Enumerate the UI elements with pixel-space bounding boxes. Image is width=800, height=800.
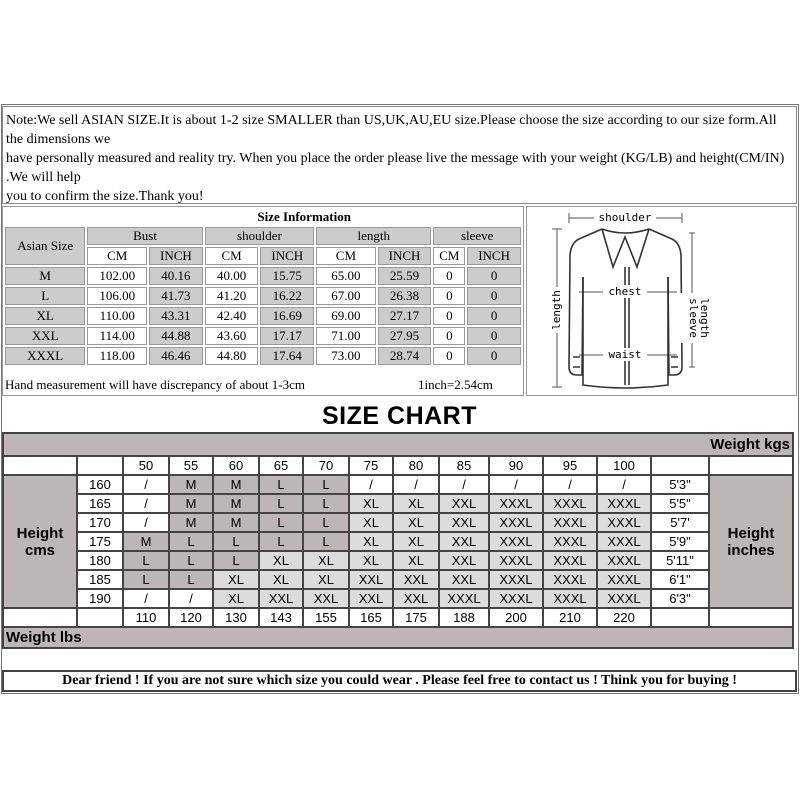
size-cell: /: [349, 475, 393, 494]
size-cell: XXXL: [489, 589, 543, 608]
size-cell: L: [259, 475, 303, 494]
unit-header: CM: [205, 247, 259, 265]
lbs-value: 165: [349, 608, 393, 627]
size-cell: XXXL: [597, 570, 651, 589]
size-chart: [2, 432, 794, 649]
size-cell: XXXL: [597, 589, 651, 608]
size-cell: XXXL: [543, 494, 597, 513]
group-header-length: length: [316, 227, 431, 245]
size-cell: XXXL: [489, 570, 543, 589]
unit-header: INCH: [467, 247, 521, 265]
size-cell: XXL: [393, 589, 439, 608]
height-row: [3, 532, 793, 551]
size-info-cell: 106.00: [87, 287, 147, 305]
height-inch-value: 6'1": [651, 570, 709, 589]
size-info-cell: 28.74: [378, 347, 432, 365]
size-cell: XL: [213, 570, 259, 589]
height-inches-label-line2: inches: [727, 541, 775, 559]
height-inches-label-line1: Height: [727, 524, 775, 542]
lbs-value: 120: [169, 608, 213, 627]
size-cell: XXXL: [597, 532, 651, 551]
weight-kgs-header: Weight kgs: [3, 433, 793, 456]
size-info-cell: 0: [467, 287, 521, 305]
sleeve-length-label: length: [698, 298, 711, 338]
size-label: L: [5, 287, 85, 305]
size-cell: L: [303, 513, 349, 532]
note-line-1: Note:We sell ASIAN SIZE.It is about 1-2 size SMALLER than US,UK,AU,EU size.Please choose the size according to our size form.All the dimensions we: [6, 113, 777, 147]
blank-cell: [3, 456, 77, 475]
size-info-cell: 0: [433, 287, 465, 305]
shirt-illustration: [527, 207, 796, 395]
height-row: [3, 551, 793, 570]
size-cell: XXXL: [543, 551, 597, 570]
size-chart-title: SIZE CHART: [322, 402, 477, 430]
size-info-cell: 0: [467, 327, 521, 345]
size-cell: M: [213, 513, 259, 532]
height-inch-value: 5'11": [651, 551, 709, 570]
size-cell: XL: [303, 551, 349, 570]
size-note: [2, 106, 797, 204]
size-info-cell: 16.69: [260, 307, 314, 325]
size-info-cell: 102.00: [87, 267, 147, 285]
size-cell: XXXL: [543, 570, 597, 589]
kg-value: 55: [169, 456, 213, 475]
blank-cell: [651, 456, 709, 475]
lbs-value: 210: [543, 608, 597, 627]
blank-cell: [709, 608, 793, 627]
kg-value: 80: [393, 456, 439, 475]
lbs-value: 220: [597, 608, 651, 627]
lbs-value: 175: [393, 608, 439, 627]
size-info-cell: 41.20: [205, 287, 259, 305]
size-cell: XXL: [303, 589, 349, 608]
height-inch-value: 5'3": [651, 475, 709, 494]
unit-header: INCH: [149, 247, 203, 265]
size-cell: XXXL: [597, 513, 651, 532]
size-cell: XL: [393, 494, 439, 513]
kg-value: 90: [489, 456, 543, 475]
size-info-row: [5, 267, 521, 285]
lbs-value: 143: [259, 608, 303, 627]
kg-value: 85: [439, 456, 489, 475]
lbs-value: 155: [303, 608, 349, 627]
size-cell: XXXL: [597, 494, 651, 513]
size-cell: M: [123, 532, 169, 551]
kg-row: [3, 456, 793, 475]
kg-value: 50: [123, 456, 169, 475]
blank-cell: [651, 608, 709, 627]
size-cell: /: [123, 475, 169, 494]
size-cell: /: [123, 494, 169, 513]
size-info-cell: 73.00: [316, 347, 376, 365]
size-info-cell: 44.88: [149, 327, 203, 345]
size-info-cell: 0: [467, 307, 521, 325]
height-cm-value: 170: [77, 513, 123, 532]
size-info-cell: 0: [467, 347, 521, 365]
kg-value: 100: [597, 456, 651, 475]
size-cell: /: [393, 475, 439, 494]
size-cell: /: [123, 513, 169, 532]
size-info-footer: [5, 377, 521, 393]
size-info-cell: 114.00: [87, 327, 147, 345]
size-info-cell: 69.00: [316, 307, 376, 325]
size-cell: XXXL: [543, 532, 597, 551]
size-info-row: [5, 307, 521, 325]
size-info-cell: 67.00: [316, 287, 376, 305]
size-cell: XXL: [349, 570, 393, 589]
size-cell: L: [169, 551, 213, 570]
shirt-measurement-diagram: [526, 206, 797, 396]
height-row: [3, 570, 793, 589]
size-cell: L: [303, 532, 349, 551]
blank-cell: [709, 456, 793, 475]
height-row: [3, 589, 793, 608]
size-info-cell: 46.46: [149, 347, 203, 365]
length-label: length: [550, 290, 563, 330]
size-info-cell: 15.75: [260, 267, 314, 285]
height-inch-value: 6'3": [651, 589, 709, 608]
height-row: [3, 513, 793, 532]
kg-value: 60: [213, 456, 259, 475]
size-cell: XL: [259, 551, 303, 570]
size-info-cell: 40.16: [149, 267, 203, 285]
size-info-row: [5, 327, 521, 345]
height-row: [3, 475, 793, 494]
size-cell: L: [213, 551, 259, 570]
unit-header: CM: [316, 247, 376, 265]
size-info-cell: 44.80: [205, 347, 259, 365]
size-info-cell: 0: [433, 267, 465, 285]
size-label: XL: [5, 307, 85, 325]
size-cell: XXXL: [597, 551, 651, 570]
height-cms-label-line2: cms: [24, 541, 56, 559]
blank-cell: [3, 608, 77, 627]
size-cell: XL: [393, 513, 439, 532]
measurement-discrepancy-note: Hand measurement will have discrepancy of about 1-3cm: [5, 377, 305, 392]
size-cell: XL: [349, 532, 393, 551]
size-cell: XL: [349, 551, 393, 570]
contact-note: Dear friend ! If you are not sure which size you could wear . Please feel free to contact us ! Think you for buying !: [2, 670, 797, 692]
size-cell: XXXL: [543, 513, 597, 532]
size-cell: XL: [259, 570, 303, 589]
size-label: M: [5, 267, 85, 285]
size-info-cell: 43.31: [149, 307, 203, 325]
group-header-shoulder: shoulder: [205, 227, 314, 245]
size-cell: /: [597, 475, 651, 494]
note-line-2: have personally measured and reality try. When you place the order please live the message with your weight (KG/LB) and height(CM/IN) .We will help: [6, 151, 785, 185]
size-cell: L: [169, 570, 213, 589]
unit-header: INCH: [378, 247, 432, 265]
kg-value: 95: [543, 456, 597, 475]
size-chart-table: [2, 432, 794, 649]
size-cell: /: [489, 475, 543, 494]
size-info-cell: 110.00: [87, 307, 147, 325]
height-row: [3, 494, 793, 513]
height-cm-value: 180: [77, 551, 123, 570]
size-info-row: [5, 347, 521, 365]
size-info-cell: 40.00: [205, 267, 259, 285]
kg-value: 70: [303, 456, 349, 475]
blank-cell: [77, 608, 123, 627]
size-cell: XXL: [439, 551, 489, 570]
asian-size-header: Asian Size: [5, 227, 85, 265]
size-cell: M: [213, 494, 259, 513]
size-cell: XXL: [439, 532, 489, 551]
size-cell: XXL: [439, 494, 489, 513]
size-info-cell: 27.95: [378, 327, 432, 345]
inch-conversion-note: 1inch=2.54cm: [418, 377, 493, 392]
size-info-cell: 25.59: [378, 267, 432, 285]
size-info-cell: 43.60: [205, 327, 259, 345]
size-cell: XXXL: [439, 589, 489, 608]
height-cm-value: 165: [77, 494, 123, 513]
size-cell: XL: [393, 532, 439, 551]
height-inch-value: 5'7': [651, 513, 709, 532]
size-label: XXXL: [5, 347, 85, 365]
size-cell: XXXL: [543, 589, 597, 608]
size-cell: /: [123, 589, 169, 608]
size-cell: XXL: [349, 589, 393, 608]
unit-header: INCH: [260, 247, 314, 265]
size-cell: L: [303, 494, 349, 513]
size-cell: L: [169, 532, 213, 551]
size-info-cell: 42.40: [205, 307, 259, 325]
height-cms-label-line1: Height: [16, 524, 64, 542]
shoulder-label: shoulder: [598, 211, 652, 224]
size-information-panel: [2, 206, 524, 396]
size-cell: M: [169, 513, 213, 532]
size-cell: XXL: [439, 570, 489, 589]
height-cm-value: 190: [77, 589, 123, 608]
size-cell: L: [303, 475, 349, 494]
height-inch-value: 5'9": [651, 532, 709, 551]
height-cms-header: [3, 475, 77, 608]
size-info-cell: 0: [433, 327, 465, 345]
size-cell: XXL: [259, 589, 303, 608]
size-cell: XL: [349, 513, 393, 532]
size-info-cell: 27.17: [378, 307, 432, 325]
lbs-value: 200: [489, 608, 543, 627]
size-info-title: Size Information: [257, 209, 351, 224]
unit-header: CM: [87, 247, 147, 265]
size-info-cell: 0: [433, 307, 465, 325]
size-cell: L: [259, 513, 303, 532]
size-cell: XL: [213, 589, 259, 608]
size-cell: XL: [393, 551, 439, 570]
height-inches-header: [709, 475, 793, 608]
size-info-cell: 41.73: [149, 287, 203, 305]
chest-label: chest: [608, 285, 642, 298]
size-info-cell: 118.00: [87, 347, 147, 365]
size-cell: L: [123, 570, 169, 589]
lbs-value: 110: [123, 608, 169, 627]
height-cm-value: 160: [77, 475, 123, 494]
size-cell: L: [213, 532, 259, 551]
note-line-3: you to confirm the size.Thank you!: [6, 189, 204, 204]
size-cell: L: [259, 532, 303, 551]
kg-value: 65: [259, 456, 303, 475]
size-info-cell: 0: [467, 267, 521, 285]
height-cm-value: 175: [77, 532, 123, 551]
size-info-cell: 17.17: [260, 327, 314, 345]
lbs-value: 188: [439, 608, 489, 627]
height-cm-value: 185: [77, 570, 123, 589]
size-cell: XXXL: [489, 532, 543, 551]
size-info-cell: 65.00: [316, 267, 376, 285]
group-header-bust: Bust: [87, 227, 202, 245]
size-cell: M: [169, 494, 213, 513]
size-cell: XXL: [439, 513, 489, 532]
lbs-row: [3, 608, 793, 627]
size-cell: XXXL: [489, 551, 543, 570]
size-cell: XL: [349, 494, 393, 513]
size-information-table: [3, 207, 523, 367]
size-cell: /: [439, 475, 489, 494]
size-info-cell: 26.38: [378, 287, 432, 305]
height-inch-value: 5'5": [651, 494, 709, 513]
size-cell: M: [169, 475, 213, 494]
size-cell: XL: [303, 570, 349, 589]
size-info-cell: 71.00: [316, 327, 376, 345]
size-cell: XXXL: [489, 494, 543, 513]
size-label: XXL: [5, 327, 85, 345]
blank-cell: [77, 456, 123, 475]
size-cell: XXL: [393, 570, 439, 589]
waist-label: waist: [608, 348, 642, 361]
size-info-cell: 16.22: [260, 287, 314, 305]
sleeve-label: sleeve: [687, 298, 700, 338]
size-info-cell: 17.64: [260, 347, 314, 365]
lbs-value: 130: [213, 608, 259, 627]
size-cell: /: [169, 589, 213, 608]
kg-value: 75: [349, 456, 393, 475]
size-cell: L: [259, 494, 303, 513]
size-cell: XXXL: [489, 513, 543, 532]
size-info-row: [5, 287, 521, 305]
group-header-sleeve: sleeve: [433, 227, 521, 245]
size-cell: M: [213, 475, 259, 494]
size-cell: L: [123, 551, 169, 570]
unit-header: CM: [433, 247, 465, 265]
size-info-cell: 0: [433, 347, 465, 365]
weight-lbs-header: Weight lbs: [3, 627, 793, 648]
size-cell: /: [543, 475, 597, 494]
